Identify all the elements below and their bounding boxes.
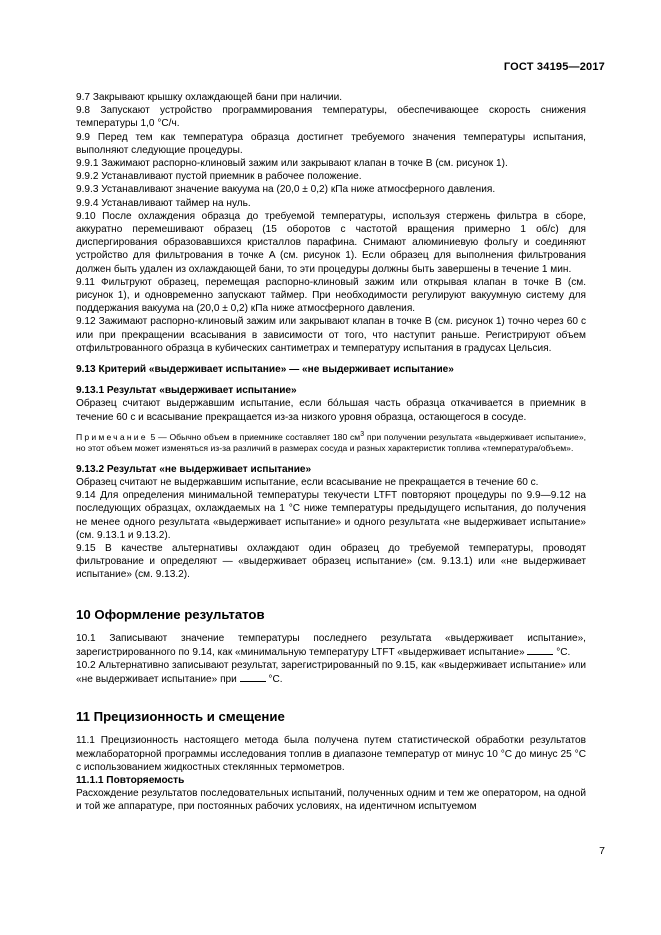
paragraph-9-15: 9.15 В качестве альтернативы охлаждают один образец до требуемой температуры, проводят фильтрование и определяют — «выдерживает образец испытание» (см. 9.13.1) или «не выдерживает испытание» (см. 9.13.2). bbox=[76, 542, 586, 581]
paragraph-10-2-text: 10.2 Альтернативно записывают результат, зарегистрированный по 9.15, как «выдерживает испытание» или «не выдерживает испытание» при bbox=[76, 659, 586, 686]
page-number: 7 bbox=[599, 845, 605, 857]
paragraph-10-1-text: 10.1 Записывают значение температуры последнего результата «выдерживает испытание», зарегистрированного по 9.14, как «минимальную температуру LTFT «выдерживает испытание» bbox=[76, 632, 586, 658]
paragraph-9-8: 9.8 Запускают устройство программирования температуры, обеспечивающее скорость снижения температуры 1,0 °C/ч. bbox=[76, 105, 586, 130]
paragraph-11-1: 11.1 Прецизионность настоящего метода была получена путем статистической обработки результатов межлабораторной программы исследования топлив в диапазоне температур от минус 10 °C до минус 25 °C с использованием жидкостных стеклянных термометров. bbox=[76, 735, 586, 773]
paragraph-9-7: 9.7 Закрывают крышку охлаждающей бани при наличии. bbox=[76, 92, 343, 103]
section-heading-11: 11 Прецизионность и смещение bbox=[76, 709, 285, 725]
heading-11-1-1: 11.1.1 Повторяемость bbox=[76, 774, 185, 786]
paragraph-9-13-2: Образец считают не выдержавшим испытание, если всасывание не прекращается в течение 60 с. bbox=[76, 476, 539, 488]
paragraph-10-2 bbox=[76, 659, 586, 686]
paragraph-9-14: 9.14 Для определения минимальной температуры текучести LTFT повторяют процедуры по 9.9—9.12 на последующих образцах, охлаждаемых на 1 °C ниже температуры предыдущего испытания, до получения не менее одного результата «выдерживает испытание» и одного результата «не выдерживает испытание» (см. 9.13.1 и 9.13.2). bbox=[76, 490, 586, 541]
paragraph-9-9-4: 9.9.4 Устанавливают таймер на нуль. bbox=[76, 197, 251, 209]
blank-line bbox=[240, 672, 266, 682]
paragraph-9-9-1: 9.9.1 Зажимают распорно-клиновый зажим или закрывают клапан в точке B (см. рисунок 1). bbox=[76, 158, 508, 170]
paragraph-10-1 bbox=[76, 632, 586, 659]
paragraph-9-10: 9.10 После охлаждения образца до требуемой температуры, используя стержень фильтра в сборе, аккуратно перемешивают образец (15 оборотов с частотой вращения примерно 1 об/с) для диспергирования образовавшихся кристаллов парафина. Снимают алюминиевую фольгу и соединяют устройство для фильтрования в точке A (см. рисунок 1). Если образец для выполнения фильтрования должен быть удален из охлаждающей бани, то эти процедуры должны быть завершены в течение 1 мин. bbox=[76, 210, 586, 275]
paragraph-9-9: 9.9 Перед тем как температура образца достигнет требуемого значения температуры испытания, выполняют следующие процедуры. bbox=[76, 131, 586, 156]
paragraph-9-9-2: 9.9.2 Устанавливают пустой приемник в рабочее положение. bbox=[76, 171, 362, 183]
note-text-part-1: 5 — Обычно объем в приемнике составляет 180 см bbox=[150, 431, 361, 442]
section-heading-10: 10 Оформление результатов bbox=[76, 606, 265, 622]
standard-code-header: ГОСТ 34195—2017 bbox=[503, 61, 605, 73]
paragraph-11-1-1: Расхождение результатов последовательных испытаний, полученных одним и тем же оператором, на одной и той же аппаратуре, при постоянных рабочих условиях, на идентичном испытуемом bbox=[76, 788, 586, 813]
paragraph-9-12: 9.12 Зажимают распорно-клиновый зажим или закрывают клапан в точке B (см. рисунок 1) точно через 60 с или при прекращении всасывания в зависимости от того, что наступит раньше. Регистрируют объем отфильтрованного образца в кубических сантиметрах и температуру испытания в градусах Цельсия. bbox=[76, 316, 586, 354]
heading-9-13: 9.13 Критерий «выдерживает испытание» — «не выдерживает испытание» bbox=[76, 364, 454, 376]
page-content bbox=[76, 91, 586, 814]
heading-9-13-1: 9.13.1 Результат «выдерживает испытание» bbox=[76, 385, 297, 397]
note-label: Примечание bbox=[76, 431, 148, 442]
paragraph-10-1-unit: °C. bbox=[553, 646, 571, 658]
paragraph-10-2-unit: °C. bbox=[265, 674, 283, 686]
note-text-part-2: при получении результата «выдерживает испытание», но этот объем может изменяться из-за различий в размерах сосуда и разных характеристик топлива «температура/объем». bbox=[76, 431, 586, 454]
paragraph-9-13-1: Образец считают выдержавшим испытание, если бóльшая часть образца откачивается в приемник в течение 60 с и всасывание прекращается из-за низкого уровня образца, остающегося в сосуде. bbox=[76, 398, 586, 423]
heading-9-13-2: 9.13.2 Результат «не выдерживает испытание» bbox=[76, 463, 312, 475]
paragraph-9-9-3: 9.9.3 Устанавливают значение вакуума на (20,0 ± 0,2) кПа ниже атмосферного давления. bbox=[76, 184, 496, 196]
blank-line bbox=[527, 645, 553, 655]
paragraph-9-11: 9.11 Фильтруют образец, перемещая распорно-клиновый зажим или открывая клапан в точке B (см. рисунок 1), и одновременно запускают таймер. При необходимости регулируют вакуумную систему для поддержания вакуума на (20,0 ± 0,2) кПа ниже атмосферного давления. bbox=[76, 276, 586, 315]
note-5 bbox=[76, 432, 586, 455]
note-superscript: 3 bbox=[360, 431, 365, 439]
